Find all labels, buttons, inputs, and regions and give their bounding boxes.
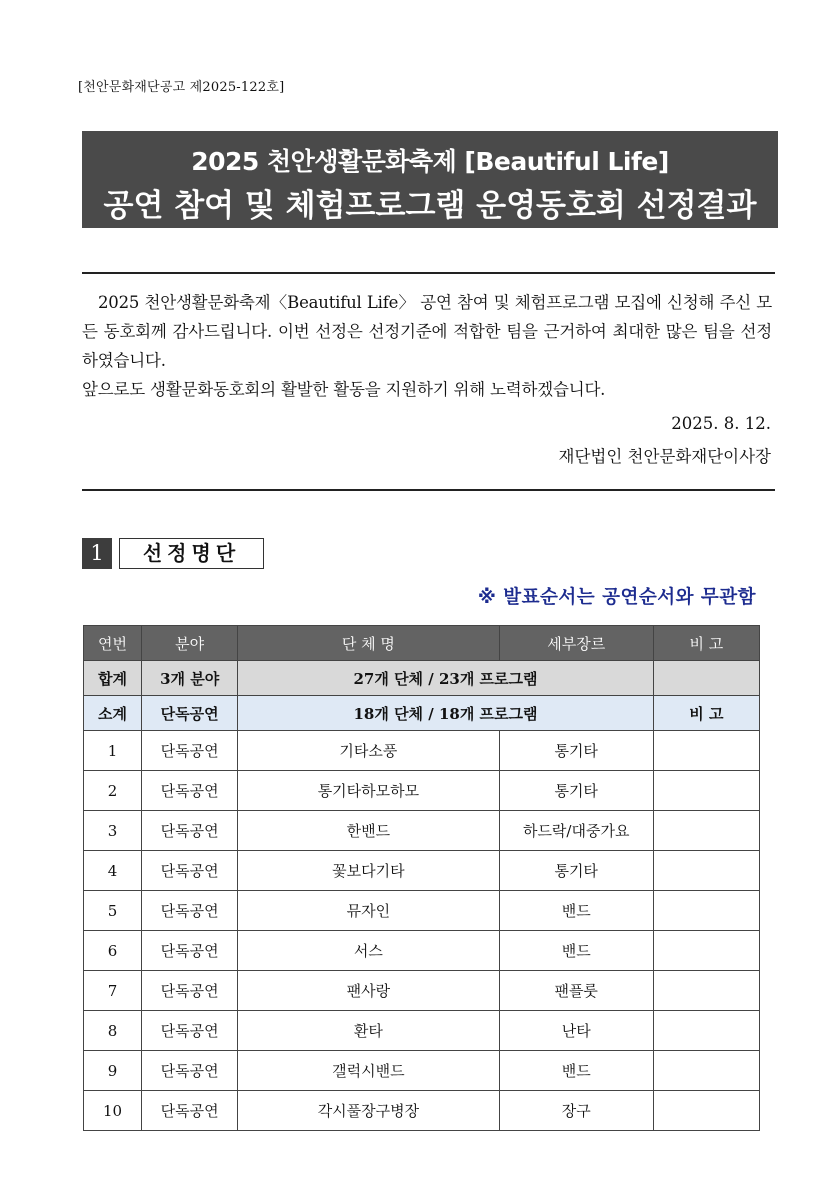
cell-note — [653, 811, 759, 851]
intro-paragraph-1: 2025 천안생활문화축제〈Beautiful Life〉 공연 참여 및 체험프로그램 모집에 신청해 주신 모든 동호회께 감사드립니다. 이번 선정은 선정기준에 적합한 팀을 근거하여 최대한 많은 팀을 선정하였습니다. — [82, 293, 772, 370]
selection-table — [83, 625, 760, 1131]
section-title: 선정명단 — [119, 538, 264, 569]
header-genre: 세부장르 — [499, 626, 653, 661]
cell-group-name: 서스 — [238, 931, 499, 971]
header-note: 비 고 — [653, 626, 759, 661]
subtotal-note: 비 고 — [653, 696, 759, 731]
cell-note — [653, 891, 759, 931]
signature: 재단법인 천안문화재단이사장 — [558, 447, 771, 466]
table-row — [84, 971, 760, 1011]
cell-field: 단독공연 — [142, 851, 238, 891]
cell-group-name: 꽃보다기타 — [238, 851, 499, 891]
cell-field: 단독공연 — [142, 1091, 238, 1131]
cell-no: 10 — [84, 1091, 142, 1131]
header-field: 분야 — [142, 626, 238, 661]
order-note: ※ 발표순서는 공연순서와 무관함 — [477, 587, 756, 608]
cell-field: 단독공연 — [142, 1011, 238, 1051]
table-row — [84, 1011, 760, 1051]
notice-date: 2025. 8. 12. — [671, 414, 771, 433]
subtotal-row — [84, 696, 760, 731]
cell-group-name: 환타 — [238, 1011, 499, 1051]
subtotal-summary: 18개 단체 / 18개 프로그램 — [238, 696, 654, 731]
cell-field: 단독공연 — [142, 971, 238, 1011]
cell-no: 8 — [84, 1011, 142, 1051]
title-line-2: 공연 참여 및 체험프로그램 운영동호회 선정결과 — [103, 188, 757, 224]
divider-top — [82, 272, 775, 274]
cell-genre: 난타 — [499, 1011, 653, 1051]
cell-genre: 하드락/대중가요 — [499, 811, 653, 851]
table-header-row — [84, 626, 760, 661]
cell-group-name: 각시풀장구병장 — [238, 1091, 499, 1131]
cell-note — [653, 1011, 759, 1051]
total-row — [84, 661, 760, 696]
cell-no: 5 — [84, 891, 142, 931]
header-group-name: 단 체 명 — [238, 626, 499, 661]
table-row — [84, 931, 760, 971]
table-row — [84, 851, 760, 891]
cell-no: 7 — [84, 971, 142, 1011]
divider-bottom — [82, 489, 775, 491]
title-line-1: 2025 천안생활문화축제 [Beautiful Life] — [191, 147, 669, 176]
cell-no: 1 — [84, 731, 142, 771]
cell-genre: 통기타 — [499, 731, 653, 771]
intro-paragraph-2: 앞으로도 생활문화동호회의 활발한 활동을 지원하기 위해 노력하겠습니다. — [82, 380, 606, 399]
cell-genre: 팬플룻 — [499, 971, 653, 1011]
cell-no: 9 — [84, 1051, 142, 1091]
table-row — [84, 731, 760, 771]
cell-genre: 통기타 — [499, 771, 653, 811]
cell-note — [653, 771, 759, 811]
table-row — [84, 1051, 760, 1091]
table-row — [84, 811, 760, 851]
cell-no: 3 — [84, 811, 142, 851]
cell-no: 4 — [84, 851, 142, 891]
cell-genre: 장구 — [499, 1091, 653, 1131]
cell-note — [653, 1091, 759, 1131]
table-row — [84, 891, 760, 931]
cell-field: 단독공연 — [142, 1051, 238, 1091]
cell-genre: 밴드 — [499, 891, 653, 931]
cell-note — [653, 1051, 759, 1091]
cell-no: 2 — [84, 771, 142, 811]
cell-note — [653, 731, 759, 771]
cell-field: 단독공연 — [142, 771, 238, 811]
cell-genre: 밴드 — [499, 1051, 653, 1091]
subtotal-label: 소계 — [84, 696, 142, 731]
table-row — [84, 1091, 760, 1131]
total-label: 합계 — [84, 661, 142, 696]
table-row — [84, 771, 760, 811]
cell-group-name: 갤럭시밴드 — [238, 1051, 499, 1091]
total-field: 3개 분야 — [142, 661, 238, 696]
cell-note — [653, 851, 759, 891]
cell-field: 단독공연 — [142, 931, 238, 971]
cell-field: 단독공연 — [142, 811, 238, 851]
intro-text — [82, 288, 772, 404]
header-no: 연번 — [84, 626, 142, 661]
section-number: 1 — [82, 538, 112, 569]
subtotal-field: 단독공연 — [142, 696, 238, 731]
cell-group-name: 통기타하모하모 — [238, 771, 499, 811]
cell-no: 6 — [84, 931, 142, 971]
cell-group-name: 팬사랑 — [238, 971, 499, 1011]
cell-group-name: 기타소풍 — [238, 731, 499, 771]
total-summary: 27개 단체 / 23개 프로그램 — [238, 661, 654, 696]
cell-field: 단독공연 — [142, 731, 238, 771]
cell-note — [653, 971, 759, 1011]
title-banner — [82, 131, 778, 228]
cell-genre: 밴드 — [499, 931, 653, 971]
notice-number: [천안문화재단공고 제2025-122호] — [78, 80, 285, 95]
cell-field: 단독공연 — [142, 891, 238, 931]
cell-group-name: 한밴드 — [238, 811, 499, 851]
total-note — [653, 661, 759, 696]
cell-group-name: 뮤자인 — [238, 891, 499, 931]
cell-note — [653, 931, 759, 971]
cell-genre: 통기타 — [499, 851, 653, 891]
